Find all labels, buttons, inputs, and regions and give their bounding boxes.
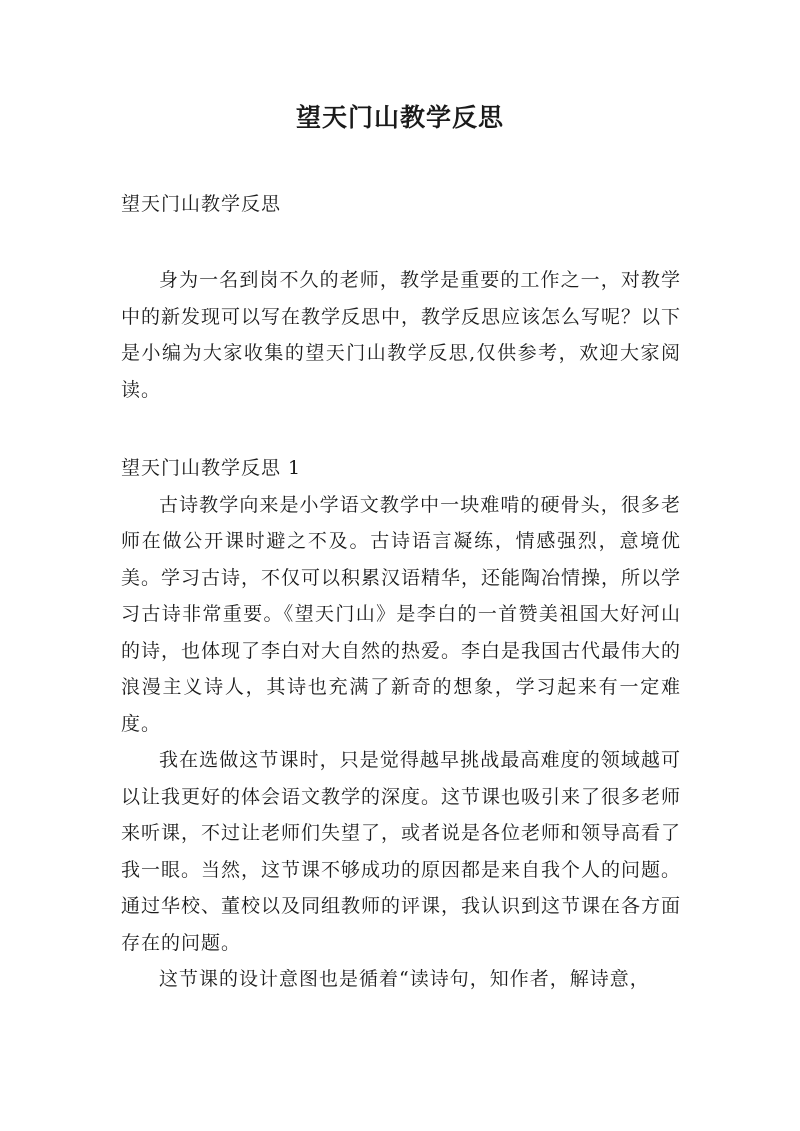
subtitle-block (121, 186, 681, 223)
section-heading: 望天门山教学反思 1 (121, 457, 302, 479)
document-title: 望天门山教学反思 (295, 103, 504, 132)
body-paragraph-1: 古诗教学向来是小学语文教学中一块难啃的硬骨头，很多老师在做公开课时避之不及。古诗语言凝练，情感强烈，意境优美。学习古诗，不仅可以积累汉语精华，还能陶冶情操，所以学习古诗非常重要。《望天门山》是李白的一首赞美祖国大好河山的诗，也体现了李白对大自然的热爱。李白是我国古代最伟大的浪漫主义诗人，其诗也充满了新奇的想象，学习起来有一定难度。 (121, 493, 682, 735)
body-paragraph-3: 这节课的设计意图也是循着“读诗句，知作者，解诗意， (159, 968, 650, 990)
document-subtitle: 望天门山教学反思 (121, 193, 282, 215)
section-1 (121, 450, 681, 998)
intro-block (121, 262, 681, 408)
body-paragraph-2: 我在选做这节课时，只是觉得越早挑战最高难度的领域越可以让我更好的体会语文教学的深度。这节课也吸引来了很多老师来听课，不过让老师们失望了，或者说是各位老师和领导高看了我一眼。当然，这节课不够成功的原因都是来自我个人的问题。通过华校、董校以及同组教师的评课，我认识到这节课在各方面存在的问题。 (121, 749, 682, 954)
intro-paragraph: 身为一名到岗不久的老师，教学是重要的工作之一，对教学中的新发现可以写在教学反思中，教学反思应该怎么写呢？以下是小编为大家收集的望天门山教学反思,仅供参考，欢迎大家阅读。 (121, 269, 682, 401)
